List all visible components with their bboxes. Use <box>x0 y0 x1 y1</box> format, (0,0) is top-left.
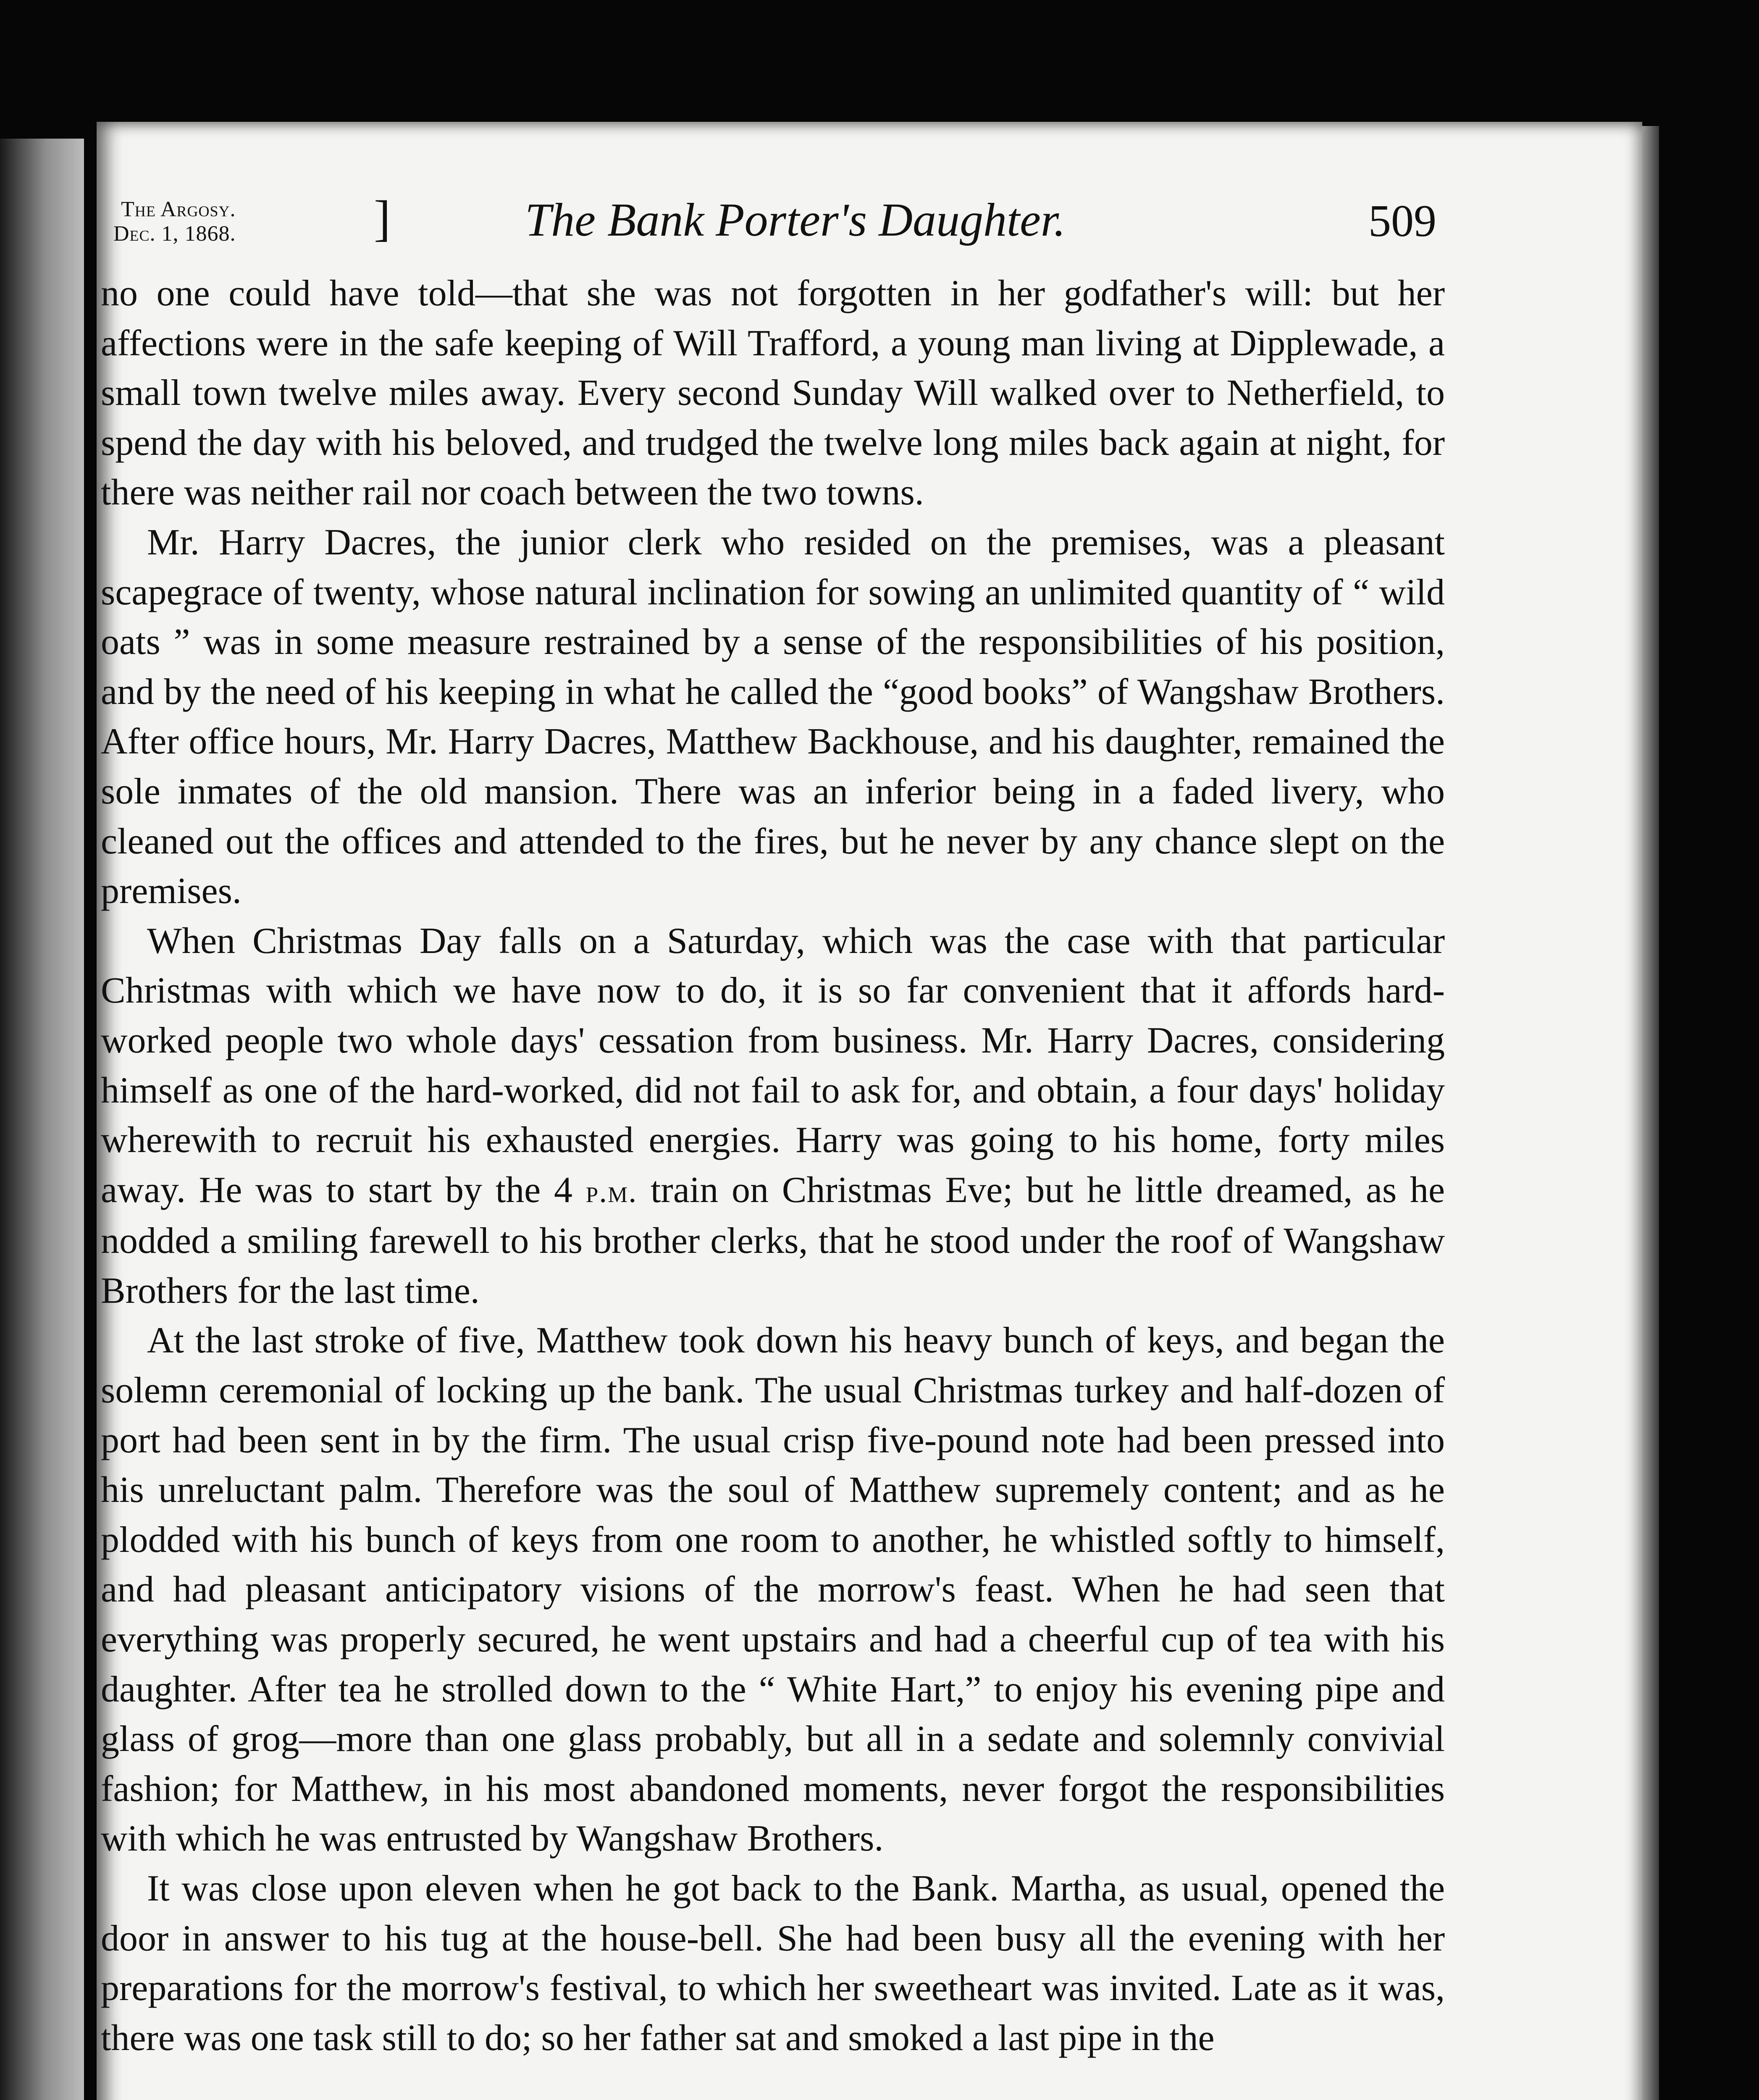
paragraph-3 <box>101 916 1445 1316</box>
time-abbreviation: p.m. <box>585 1173 638 1209</box>
paragraph-3-text-before: When Christmas Day falls on a Saturday, which was the case with that particular Christmas with which we have now to do, it is so far convenient that it affords hard-worked people two whole days' cessation from business. Mr. Harry Dacres, considering himself as one of the hard-worked, did not fail to ask for, and obtain, a four days' holiday wherewith to recruit his exhausted energies. Harry was going to his home, forty miles away. He was to start by the 4 <box>101 920 1445 1210</box>
page-fore-edge <box>1642 126 1659 2100</box>
paragraph-5: It was close upon eleven when he got back to the Bank. Martha, as usual, opened the door in answer to his tug at the house-bell. She had been busy all the evening with her preparations for the morrow's festival, to which her sweetheart was invited. Late as it was, there was one task still to do; so her father sat and smoked a last pipe in the <box>101 1868 1445 2058</box>
paragraph-4: At the last stroke of five, Matthew took down his heavy bunch of keys, and began the solemn ceremonial of locking up the bank. The usual Christmas turkey and half-dozen of port had been sent in by the firm. The usual crisp five-pound note had been pressed into his unreluctant palm. Therefore was the soul of Matthew supremely content; and as he plodded with his bunch of keys from one room to another, he whistled softly to himself, and had pleasant anticipatory visions of the morrow's feast. When he had seen that everything was properly secured, he went upstairs and had a cheerful cup of tea with his daughter. After tea he strolled down to the “ White Hart,” to enjoy his evening pipe and glass of grog—more than one glass probably, but all in a sedate and solemnly convivial fashion; for Matthew, in his most abandoned moments, never forgot the responsibilities with which he was entrusted by Wangshaw Brothers. <box>101 1320 1445 1859</box>
page-number: 509 <box>1368 196 1436 246</box>
running-head <box>92 185 1445 269</box>
paragraph-2: Mr. Harry Dacres, the junior clerk who resided on the premises, was a pleasant scapegrace of twenty, whose natural inclination for sowing an unlimited quantity of “ wild oats ” was in some measure restrained by a sense of the responsibilities of his position, and by the need of his keeping in what he called the “good books” of Wangshaw Brothers. After office hours, Mr. Harry Dacres, Matthew Backhouse, and his daughter, remained the sole inmates of the old mansion. There was an inferior being in a faded livery, who cleaned out the offices and attended to the fires, but he never by any chance slept on the premises. <box>101 522 1445 912</box>
text-body <box>101 269 1445 2063</box>
journal-date: Dec. 1, 1868. <box>113 222 236 246</box>
running-title: The Bank Porter's Daughter. <box>525 194 1066 246</box>
journal-name: The Argosy. <box>121 197 236 221</box>
paragraph-3-text-after: train on Christmas Eve; but he little dreamed, as he nodded a smiling farewell to his brother clerks, that he stood under the roof of Wangshaw Brothers for the last time. <box>101 1169 1445 1311</box>
facing-page-edge <box>0 139 84 2100</box>
journal-info <box>113 197 236 246</box>
paragraph-1: no one could have told—that she was not forgotten in her godfather's will: but her affections were in the safe keeping of Will Trafford, a young man living at Dipplewade, a small town twelve miles away. Every second Sunday Will walked over to Netherfield, to spend the day with his beloved, and trudged the twelve long miles back again at night, for there was neither rail nor coach between the two towns. <box>101 273 1445 513</box>
journal-bracket: ] <box>374 190 391 246</box>
